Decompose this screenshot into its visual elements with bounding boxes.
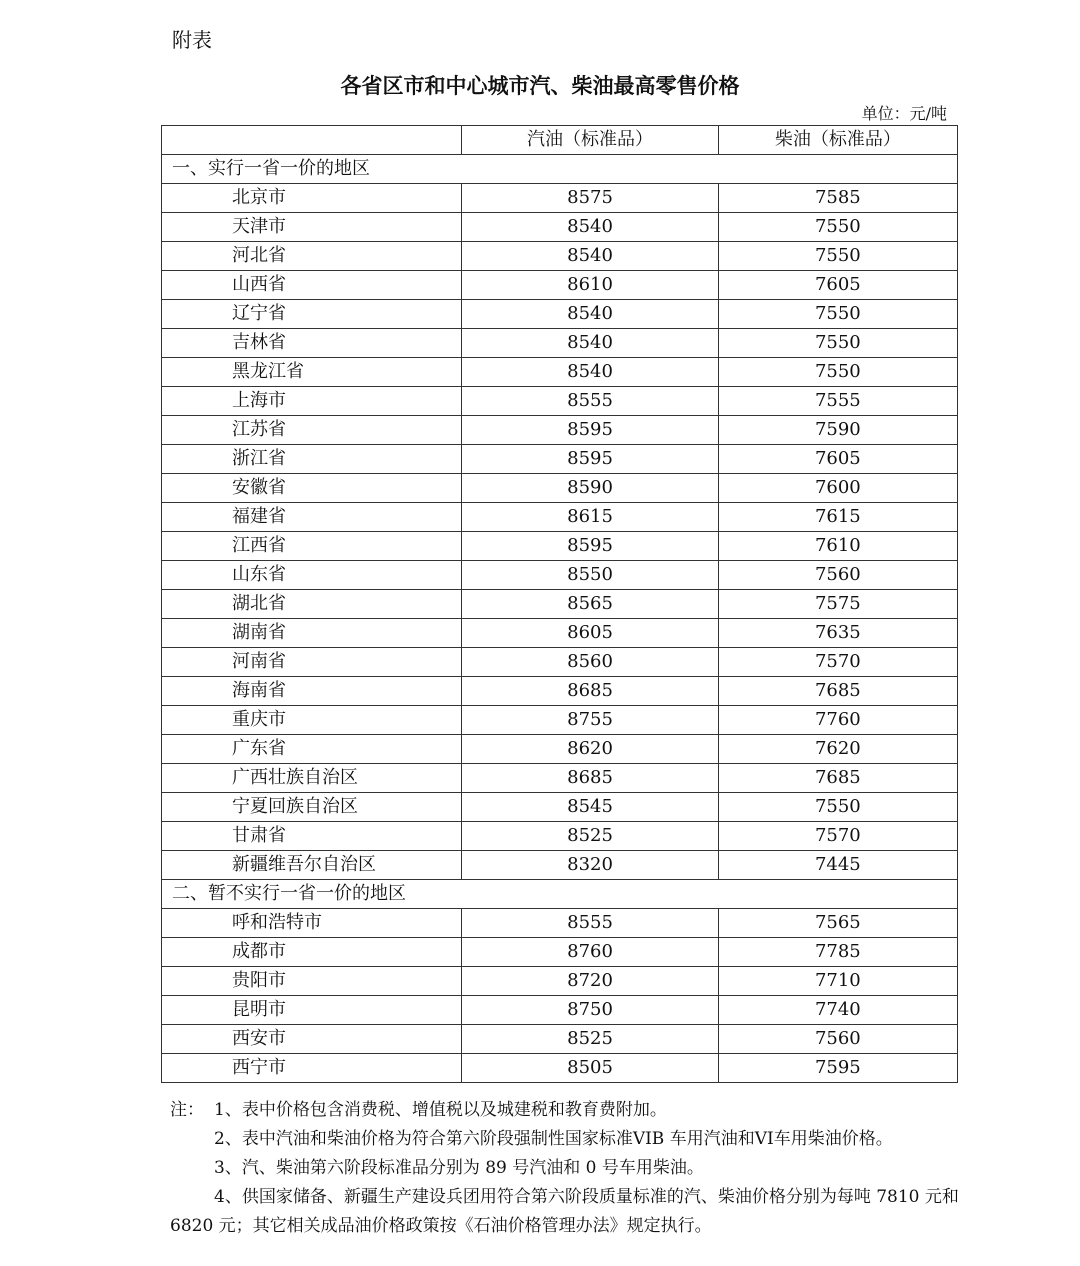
gasoline-price: 8540 [462, 300, 718, 329]
note-text-1: 1、表中价格包含消费税、增值税以及城建税和教育费附加。 [214, 1100, 667, 1120]
note-item [170, 1154, 960, 1183]
table-row [162, 677, 958, 706]
region-name: 西宁市 [162, 1054, 462, 1083]
gasoline-price: 8575 [462, 184, 718, 213]
gasoline-price: 8505 [462, 1054, 718, 1083]
gasoline-price: 8525 [462, 1025, 718, 1054]
table-row [162, 271, 958, 300]
unit-label: 单位：元/吨 [861, 104, 947, 123]
table-row [162, 996, 958, 1025]
diesel-price: 7445 [718, 851, 957, 880]
diesel-price: 7550 [718, 300, 957, 329]
gasoline-price: 8540 [462, 213, 718, 242]
header-gasoline: 汽油（标准品） [462, 126, 718, 155]
region-name: 成都市 [162, 938, 462, 967]
region-name: 吉林省 [162, 329, 462, 358]
gasoline-price: 8720 [462, 967, 718, 996]
diesel-price: 7550 [718, 793, 957, 822]
table-row [162, 503, 958, 532]
table-row [162, 909, 958, 938]
region-name: 广东省 [162, 735, 462, 764]
region-name: 贵阳市 [162, 967, 462, 996]
table-row [162, 648, 958, 677]
region-name: 新疆维吾尔自治区 [162, 851, 462, 880]
section-row [162, 880, 958, 909]
diesel-price: 7760 [718, 706, 957, 735]
gasoline-price: 8545 [462, 793, 718, 822]
diesel-price: 7605 [718, 271, 957, 300]
region-name: 安徽省 [162, 474, 462, 503]
diesel-price: 7615 [718, 503, 957, 532]
section-row [162, 155, 958, 184]
region-name: 昆明市 [162, 996, 462, 1025]
table-row [162, 474, 958, 503]
diesel-price: 7555 [718, 387, 957, 416]
region-name: 宁夏回族自治区 [162, 793, 462, 822]
diesel-price: 7590 [718, 416, 957, 445]
table-row [162, 358, 958, 387]
region-name: 黑龙江省 [162, 358, 462, 387]
diesel-price: 7685 [718, 677, 957, 706]
diesel-price: 7550 [718, 242, 957, 271]
gasoline-price: 8615 [462, 503, 718, 532]
diesel-price: 7610 [718, 532, 957, 561]
table-row [162, 706, 958, 735]
table-row [162, 735, 958, 764]
region-name: 江苏省 [162, 416, 462, 445]
diesel-price: 7575 [718, 590, 957, 619]
diesel-price: 7740 [718, 996, 957, 1025]
gasoline-price: 8320 [462, 851, 718, 880]
diesel-price: 7585 [718, 184, 957, 213]
region-name: 甘肃省 [162, 822, 462, 851]
diesel-price: 7560 [718, 1025, 957, 1054]
table-row [162, 242, 958, 271]
gasoline-price: 8555 [462, 909, 718, 938]
region-name: 山东省 [162, 561, 462, 590]
region-name: 福建省 [162, 503, 462, 532]
section-title: 二、暂不实行一省一价的地区 [162, 880, 958, 909]
table-row [162, 445, 958, 474]
diesel-price: 7635 [718, 619, 957, 648]
gasoline-price: 8595 [462, 532, 718, 561]
table-header-row [162, 126, 958, 155]
gasoline-price: 8540 [462, 358, 718, 387]
gasoline-price: 8595 [462, 445, 718, 474]
gasoline-price: 8760 [462, 938, 718, 967]
note-item [170, 1183, 960, 1241]
diesel-price: 7570 [718, 648, 957, 677]
gasoline-price: 8750 [462, 996, 718, 1025]
gasoline-price: 8550 [462, 561, 718, 590]
diesel-price: 7560 [718, 561, 957, 590]
region-name: 海南省 [162, 677, 462, 706]
notes-lead: 注： [170, 1100, 204, 1120]
table-row [162, 300, 958, 329]
diesel-price: 7785 [718, 938, 957, 967]
region-name: 天津市 [162, 213, 462, 242]
gasoline-price: 8595 [462, 416, 718, 445]
gasoline-price: 8560 [462, 648, 718, 677]
diesel-price: 7685 [718, 764, 957, 793]
region-name: 辽宁省 [162, 300, 462, 329]
diesel-price: 7550 [718, 358, 957, 387]
table-row [162, 967, 958, 996]
region-name: 西安市 [162, 1025, 462, 1054]
attachment-label: 附表 [172, 28, 212, 52]
gasoline-price: 8540 [462, 242, 718, 271]
table-row [162, 938, 958, 967]
header-region [162, 126, 462, 155]
region-name: 浙江省 [162, 445, 462, 474]
table-row [162, 213, 958, 242]
note-text-4: 4、供国家储备、新疆生产建设兵团用符合第六阶段质量标准的汽、柴油价格分别为每吨 7810 元和 6820 元；其它相关成品油价格政策按《石油价格管理办法》规定执行。 [170, 1187, 959, 1236]
gasoline-price: 8620 [462, 735, 718, 764]
table-row [162, 184, 958, 213]
region-name: 河北省 [162, 242, 462, 271]
section-title: 一、实行一省一价的地区 [162, 155, 958, 184]
page-title: 各省区市和中心城市汽、柴油最高零售价格 [340, 74, 740, 98]
region-name: 上海市 [162, 387, 462, 416]
region-name: 湖北省 [162, 590, 462, 619]
table-row [162, 1025, 958, 1054]
gasoline-price: 8610 [462, 271, 718, 300]
region-name: 呼和浩特市 [162, 909, 462, 938]
diesel-price: 7605 [718, 445, 957, 474]
region-name: 河南省 [162, 648, 462, 677]
region-name: 北京市 [162, 184, 462, 213]
table-row [162, 532, 958, 561]
region-name: 重庆市 [162, 706, 462, 735]
table-row [162, 764, 958, 793]
table-row [162, 619, 958, 648]
gasoline-price: 8685 [462, 677, 718, 706]
diesel-price: 7710 [718, 967, 957, 996]
table-row [162, 793, 958, 822]
diesel-price: 7565 [718, 909, 957, 938]
table-row [162, 590, 958, 619]
gasoline-price: 8755 [462, 706, 718, 735]
table-row [162, 329, 958, 358]
gasoline-price: 8525 [462, 822, 718, 851]
table-row [162, 851, 958, 880]
table-body [162, 155, 958, 1083]
note-text-3: 3、汽、柴油第六阶段标准品分别为 89 号汽油和 0 号车用柴油。 [214, 1158, 704, 1178]
gasoline-price: 8605 [462, 619, 718, 648]
header-diesel: 柴油（标准品） [718, 126, 957, 155]
gasoline-price: 8555 [462, 387, 718, 416]
diesel-price: 7570 [718, 822, 957, 851]
table-row [162, 561, 958, 590]
table-row [162, 822, 958, 851]
region-name: 广西壮族自治区 [162, 764, 462, 793]
notes [170, 1096, 960, 1241]
gasoline-price: 8565 [462, 590, 718, 619]
note-text-2: 2、表中汽油和柴油价格为符合第六阶段强制性国家标准VIB 车用汽油和VI车用柴油价格。 [214, 1129, 893, 1149]
gasoline-price: 8540 [462, 329, 718, 358]
diesel-price: 7620 [718, 735, 957, 764]
diesel-price: 7550 [718, 213, 957, 242]
region-name: 湖南省 [162, 619, 462, 648]
table-row [162, 387, 958, 416]
diesel-price: 7595 [718, 1054, 957, 1083]
region-name: 江西省 [162, 532, 462, 561]
table-row [162, 1054, 958, 1083]
region-name: 山西省 [162, 271, 462, 300]
price-table [161, 125, 958, 1083]
table-row [162, 416, 958, 445]
diesel-price: 7600 [718, 474, 957, 503]
gasoline-price: 8590 [462, 474, 718, 503]
diesel-price: 7550 [718, 329, 957, 358]
note-item [170, 1125, 960, 1154]
gasoline-price: 8685 [462, 764, 718, 793]
note-item [170, 1096, 960, 1125]
